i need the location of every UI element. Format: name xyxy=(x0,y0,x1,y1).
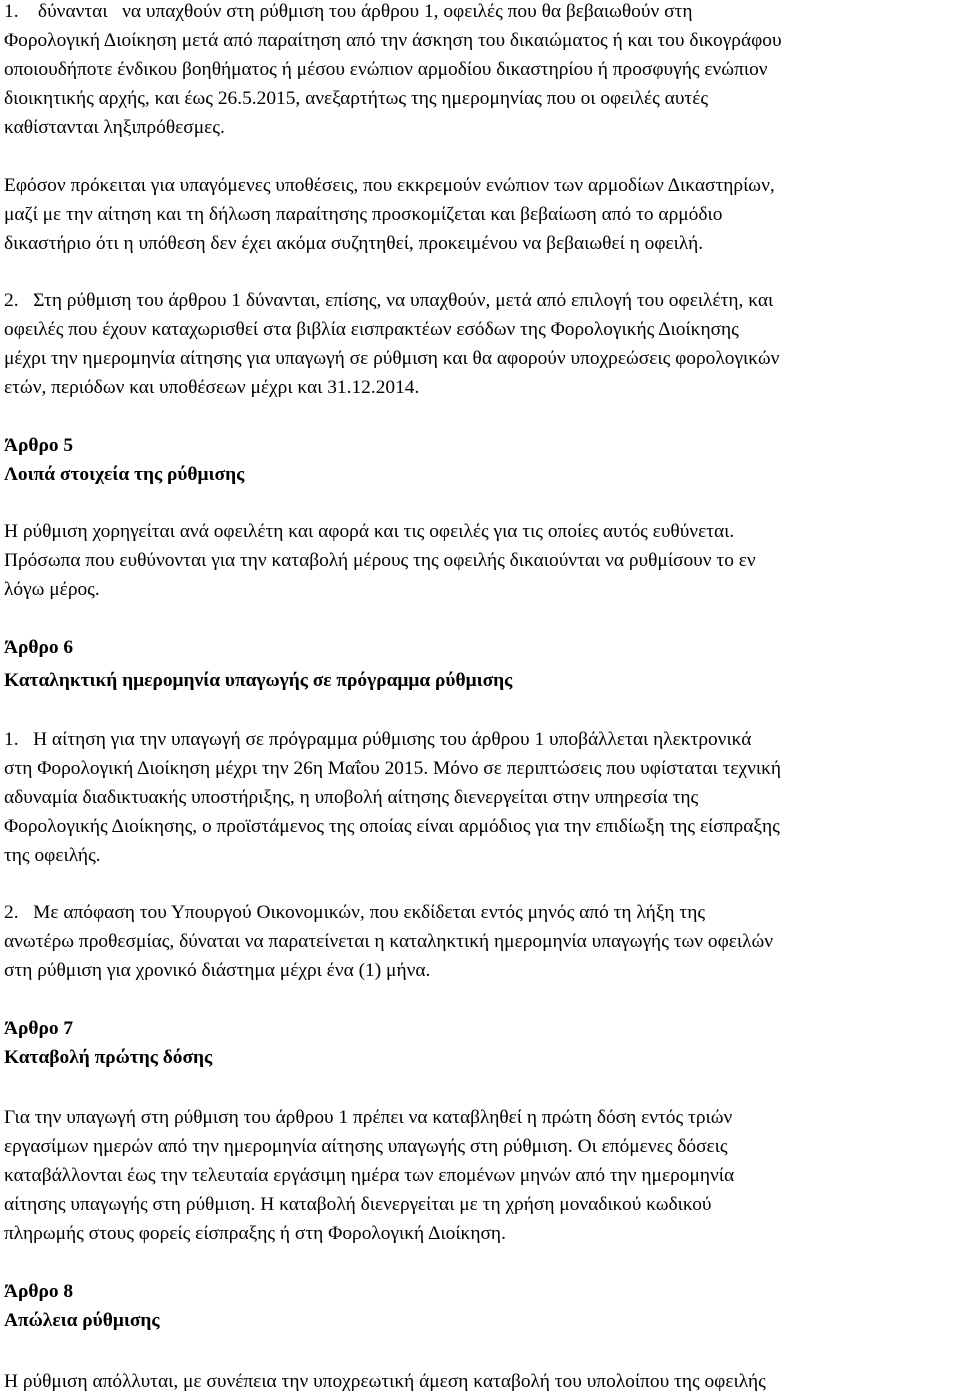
paragraph-line: μέχρι την ημερομηνία αίτησης για υπαγωγή σε ρύθμιση και θα αφορούν υποχρεώσεις φορολογικών xyxy=(4,348,780,369)
paragraph-line: Εφόσον πρόκειται για υπαγόμενες υποθέσεις, που εκκρεμούν ενώπιον των αρμοδίων Δικαστηρίων, xyxy=(4,175,775,196)
paragraph-line: Για την υπαγωγή στη ρύθμιση του άρθρου 1 πρέπει να καταβληθεί η πρώτη δόση εντός τριών xyxy=(4,1107,733,1128)
paragraph-line: λόγω μέρος. xyxy=(4,579,100,600)
paragraph-line: ετών, περιόδων και υποθέσεων μέχρι και 31.12.2014. xyxy=(4,377,420,398)
paragraph-line: εργασίμων ημερών από την ημερομηνία αίτησης υπαγωγής στη ρύθμιση. Οι επόμενες δόσεις xyxy=(4,1136,728,1157)
paragraph-line: δικαστήριο ότι η υπόθεση δεν έχει ακόμα συζητηθεί, προκειμένου να βεβαιωθεί η οφειλή. xyxy=(4,233,704,254)
paragraph-line: αδυναμία διαδικτυακής υποστήριξης, η υποβολή αίτησης διενεργείται στην υπηρεσία της xyxy=(4,787,699,808)
paragraph-line: 1. δύνανται να υπαχθούν στη ρύθμιση του άρθρου 1, οφειλές που θα βεβαιωθούν στη xyxy=(4,1,693,22)
paragraph-line: μαζί με την αίτηση και τη δήλωση παραίτησης προσκομίζεται και βεβαίωση από το αρμόδιο xyxy=(4,204,723,225)
paragraph-line: καθίστανται ληξιπρόθεσμες. xyxy=(4,117,225,138)
paragraph-line: Φορολογικής Διοίκησης, ο προϊστάμενος της οποίας είναι αρμόδιος για την επιδίωξη της είσπραξης xyxy=(4,816,780,837)
article-title-heading: Καταληκτική ημερομηνία υπαγωγής σε πρόγραμμα ρύθμισης xyxy=(4,670,513,691)
article-title-heading: Καταβολή πρώτης δόσης xyxy=(4,1047,213,1068)
paragraph-line: Φορολογική Διοίκηση μετά από παραίτηση από την άσκηση του δικαιώματος ή και του δικογράφου xyxy=(4,30,782,51)
paragraph-line: στη Φορολογική Διοίκηση μέχρι την 26η Μαΐου 2015. Μόνο σε περιπτώσεις που υφίσταται τεχνική xyxy=(4,758,782,779)
paragraph-line: πληρωμής στους φορείς είσπραξης ή στη Φορολογική Διοίκηση. xyxy=(4,1223,506,1244)
article-number-heading: Άρθρο 6 xyxy=(4,637,74,658)
paragraph-line: Πρόσωπα που ευθύνονται για την καταβολή μέρους της οφειλής δικαιούνται να ρυθμίσουν το εν xyxy=(4,550,756,571)
paragraph-line: Η ρύθμιση χορηγείται ανά οφειλέτη και αφορά και τις οφειλές για τις οποίες αυτός ευθύνεται. xyxy=(4,521,735,542)
paragraph-line: οφειλές που έχουν καταχωρισθεί στα βιβλία εισπρακτέων εσόδων της Φορολογικής Διοίκησης xyxy=(4,319,739,340)
article-number-heading: Άρθρο 8 xyxy=(4,1281,74,1302)
paragraph-line: διοικητικής αρχής, και έως 26.5.2015, ανεξαρτήτως της ημερομηνίας που οι οφειλές αυτές xyxy=(4,88,709,109)
paragraph-line: της οφειλής. xyxy=(4,845,101,866)
paragraph-line: 2. Στη ρύθμιση του άρθρου 1 δύνανται, επίσης, να υπαχθούν, μετά από επιλογή του οφειλέτη, και xyxy=(4,290,774,311)
paragraph-line: ανωτέρω προθεσμίας, δύναται να παρατείνεται η καταληκτική ημερομηνία υπαγωγής των οφειλών xyxy=(4,931,774,952)
paragraph-line: Η ρύθμιση απόλλυται, με συνέπεια την υποχρεωτική άμεση καταβολή του υπολοίπου της οφειλής xyxy=(4,1371,766,1392)
paragraph-line: 2. Με απόφαση του Υπουργού Οικονομικών, που εκδίδεται εντός μηνός από τη λήξη της xyxy=(4,902,706,923)
article-title-heading: Λοιπά στοιχεία της ρύθμισης xyxy=(4,464,245,485)
paragraph-line: οποιουδήποτε ένδικου βοηθήματος ή μέσου ενώπιον αρμοδίου δικαστηρίου ή προσφυγής ενώπιον xyxy=(4,59,768,80)
article-title-heading: Απώλεια ρύθμισης xyxy=(4,1310,160,1331)
paragraph-line: καταβάλλονται έως την τελευταία εργάσιμη ημέρα των επομένων μηνών από την ημερομηνία xyxy=(4,1165,735,1186)
article-number-heading: Άρθρο 7 xyxy=(4,1018,74,1039)
article-number-heading: Άρθρο 5 xyxy=(4,435,74,456)
paragraph-line: 1. Η αίτηση για την υπαγωγή σε πρόγραμμα ρύθμισης του άρθρου 1 υποβάλλεται ηλεκτρονικά xyxy=(4,729,752,750)
paragraph-line: στη ρύθμιση για χρονικό διάστημα μέχρι ένα (1) μήνα. xyxy=(4,960,431,981)
paragraph-line: αίτησης υπαγωγής στη ρύθμιση. Η καταβολή διενεργείται με τη χρήση μοναδικού κωδικού xyxy=(4,1194,712,1215)
